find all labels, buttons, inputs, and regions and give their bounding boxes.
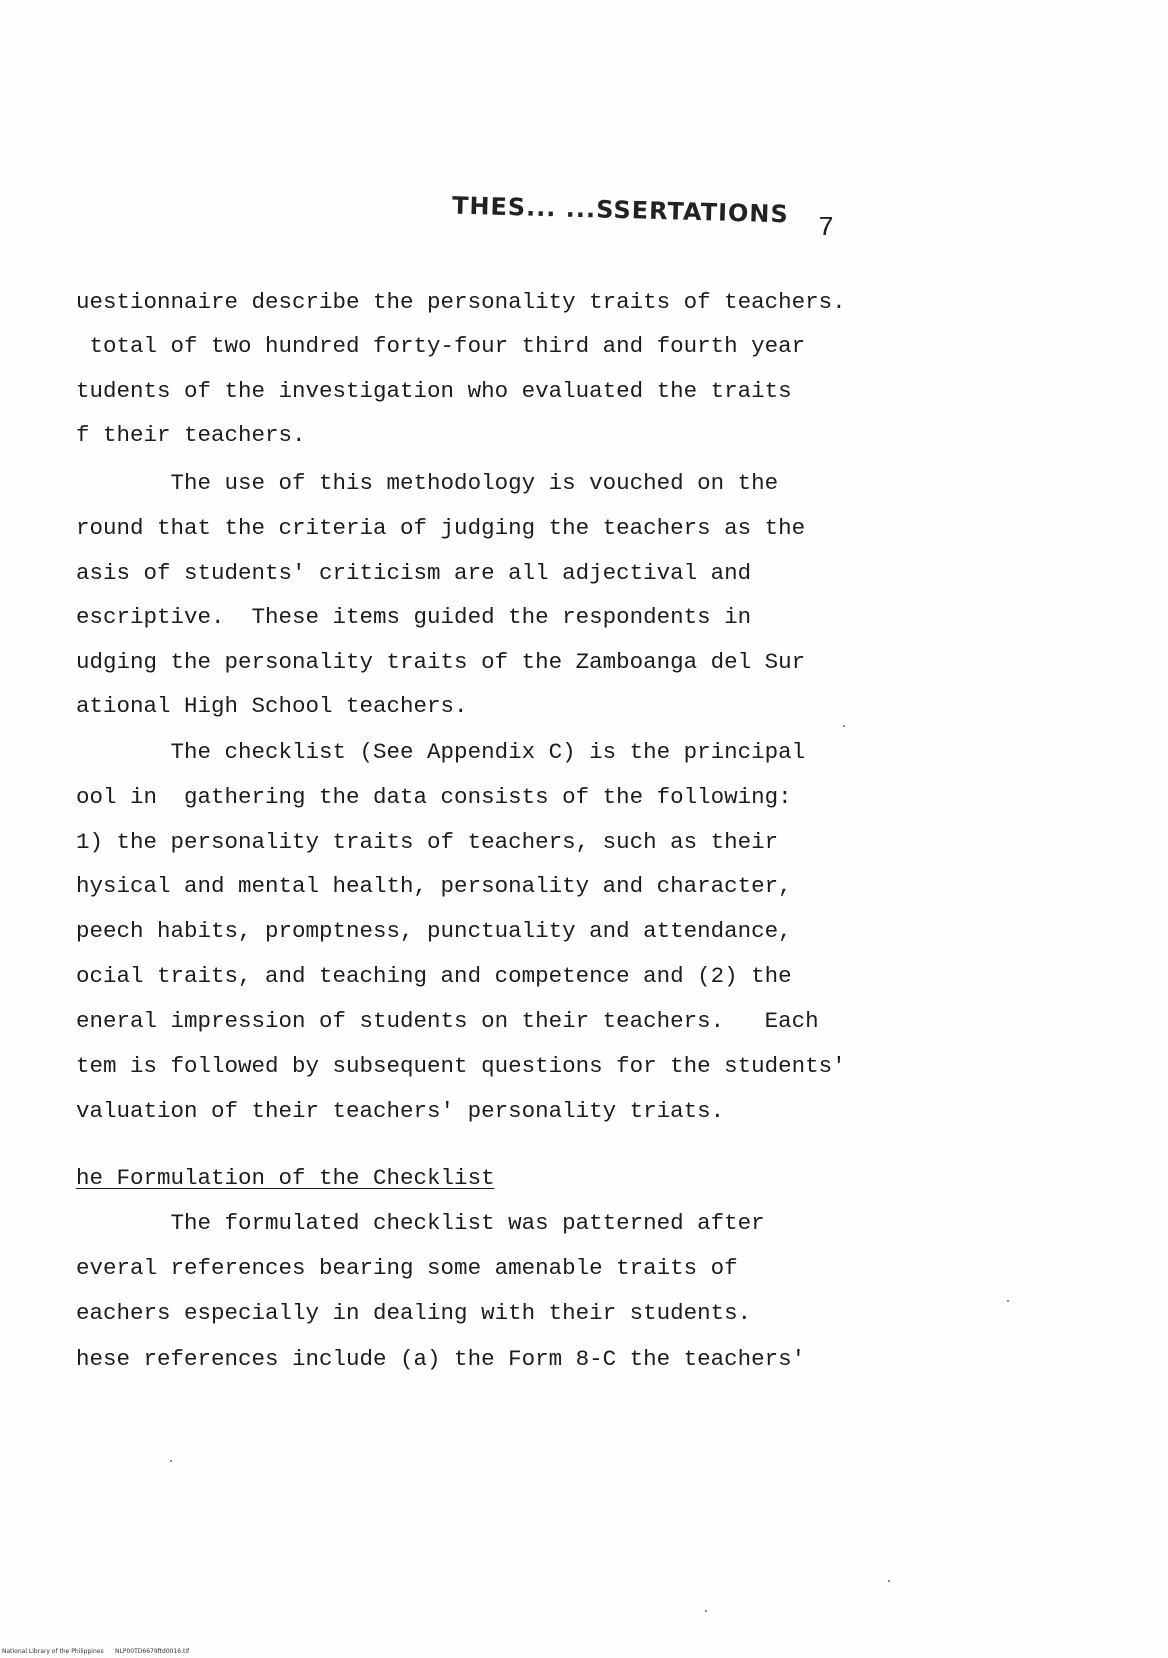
text-line: ational High School teachers. (76, 693, 468, 719)
text-line: escriptive. These items guided the respondents in (76, 604, 752, 630)
text-line: hysical and mental health, personality and character, (76, 873, 792, 899)
theses-dissertations-stamp: THES... ...SSERTATIONS (451, 191, 790, 229)
section-heading: he Formulation of the Checklist (76, 1165, 495, 1191)
text-line: eachers especially in dealing with their students. (76, 1300, 752, 1326)
text-line: udging the personality traits of the Zamboanga del Sur (76, 649, 806, 675)
scan-footer (2, 1648, 189, 1655)
text-line: ool in gathering the data consists of the following: (76, 784, 792, 810)
text-line: everal references bearing some amenable traits of (76, 1255, 738, 1281)
text-line: total of two hundred forty-four third and fourth year (76, 333, 806, 359)
scan-speck (705, 1610, 707, 1612)
page-number: 7 (818, 214, 835, 244)
text-line: tudents of the investigation who evaluated the traits (76, 378, 792, 404)
text-line: eneral impression of students on their teachers. Each (76, 1008, 819, 1034)
scan-speck (170, 1460, 172, 1462)
text-line: uestionnaire describe the personality traits of teachers. (76, 289, 846, 315)
footer-file-id: NLP00TD6679ftd0016.tif (115, 1648, 190, 1655)
scan-speck (1007, 1300, 1009, 1302)
scan-speck (843, 725, 845, 727)
scan-speck (888, 1580, 890, 1582)
text-line: The formulated checklist was patterned after (76, 1210, 765, 1236)
text-line: asis of students' criticism are all adjectival and (76, 560, 752, 586)
text-line: hese references include (a) the Form 8-C the teachers' (76, 1346, 806, 1372)
text-line: ocial traits, and teaching and competence and (2) the (76, 963, 792, 989)
text-line: peech habits, promptness, punctuality and attendance, (76, 918, 792, 944)
text-line: f their teachers. (76, 422, 306, 448)
text-line: 1) the personality traits of teachers, such as their (76, 829, 779, 855)
text-line: tem is followed by subsequent questions for the students' (76, 1053, 846, 1079)
text-line: The use of this methodology is vouched on the (76, 470, 779, 496)
text-line: round that the criteria of judging the teachers as the (76, 515, 806, 541)
text-line: The checklist (See Appendix C) is the principal (76, 739, 806, 765)
text-line: valuation of their teachers' personality triats. (76, 1098, 725, 1124)
footer-library: National Library of the Philippines (2, 1648, 104, 1655)
